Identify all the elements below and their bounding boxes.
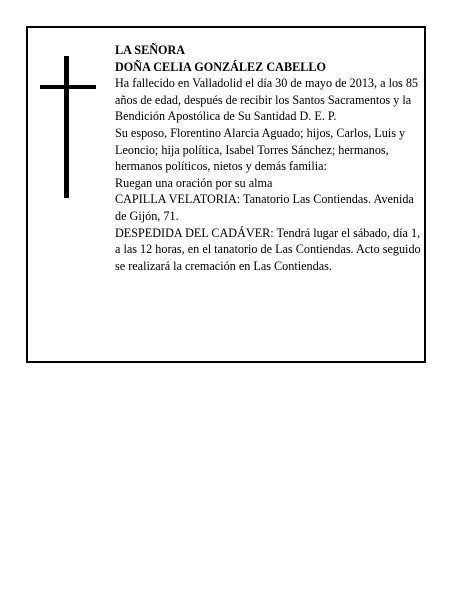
prayer-request: Ruegan una oración por su alma xyxy=(115,175,273,190)
death-announcement: Ha fallecido en Valladolid el día 30 de mayo de 2013, a los 85 años de edad, después de recibir los Santos Sacramentos y la Bendición Apostólica de Su Santidad D. E. P. xyxy=(115,76,419,124)
cross-icon xyxy=(40,56,96,198)
deceased-name: DOÑA CELIA GONZÁLEZ CABELLO xyxy=(115,59,326,74)
chapel-info: CAPILLA VELATORIA: Tanatorio Las Contiendas. Avenida de Gijón, 71. xyxy=(115,192,414,223)
family-members: Su esposo, Florentino Alarcia Aguado; hijos, Carlos, Luis y Leoncio; hija política, Isabel Torres Sánchez; hermanos, hermanos políticos, nietos y demás familia: xyxy=(115,125,406,174)
cross-vertical-bar xyxy=(64,56,69,198)
obituary-notice xyxy=(26,26,426,363)
farewell-info: DESPEDIDA DEL CADÁVER: Tendrá lugar el sábado, día 1, a las 12 horas, en el tanatorio de Las Contiendas. Acto seguido se realizará la cremación en Las Contiendas. xyxy=(115,225,421,273)
notice-text xyxy=(115,42,425,274)
notice-title: LA SEÑORA xyxy=(115,43,186,57)
cross-horizontal-bar xyxy=(40,85,96,89)
